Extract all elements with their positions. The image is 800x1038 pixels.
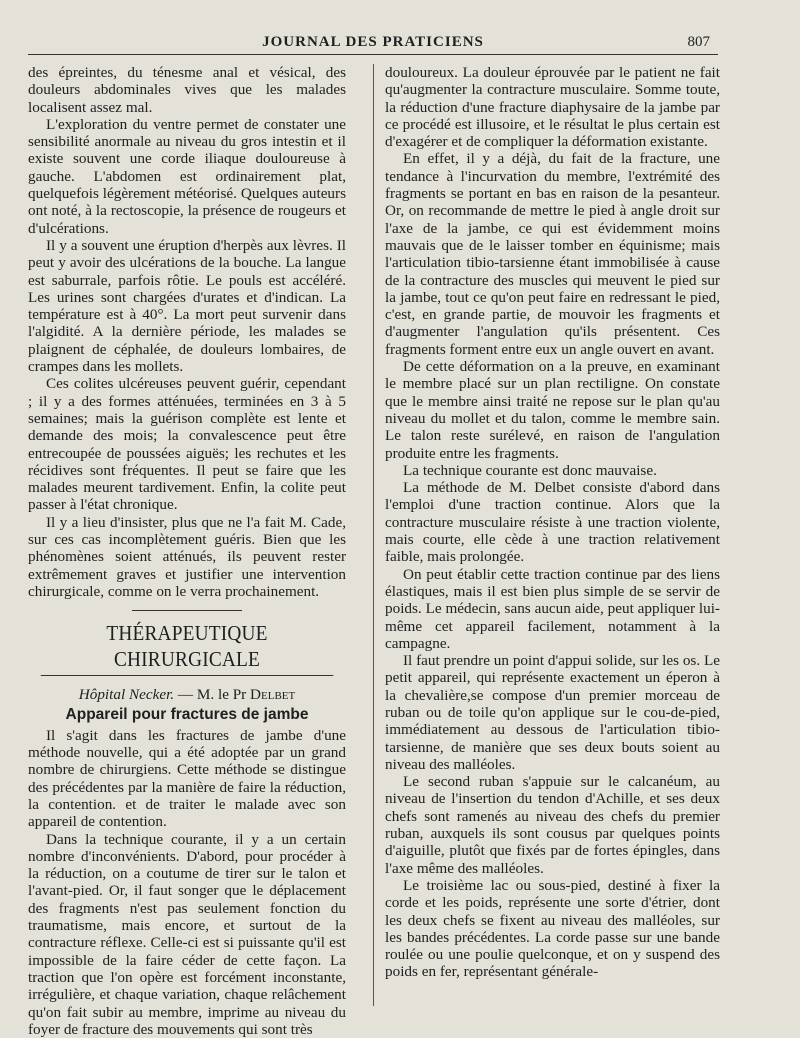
section-separator [132,610,242,611]
paragraph: En effet, il y a déjà, du fait de la fracture, une tendance à l'incurvation du membre, l'extrémité des fragments se portant en bas en raison de la pesanteur. Or, on recommande de mettre le pied à angle droit sur l'axe de la jambe, ce qui est évidemment moins mauvais que de le laisser tomber en équinisme; mais l'articulation tibio-tarsienne étant immobilisée à cause de la contracture des muscles qui meuvent le pied sur la jambe, tout ce qu'on peut faire en redressant le pied, c'est, en grande partie, de mouvoir les fragments et d'augmenter l'angulation qu'ils présentent. Ces fragments forment entre eux un angle ouvert en avant. [385,150,720,358]
paragraph: Il y a souvent une éruption d'herpès aux lèvres. Il peut y avoir des ulcérations de la bouche. La langue est saburrale, parfois rôtie. Le pouls est accéléré. Les urines sont chargées d'urates et d'indican. La température est à 40°. La mort peut survenir dans l'algidité. A la dernière période, les malades se plaignent de céphalée, de douleurs lombaires, de crampes dans les mollets. [28,236,346,376]
article-title: Appareil pour fractures de jambe [65,705,309,723]
paragraph: On peut établir cette traction continue par des liens élastiques, mais il est bien plus simple de se servir de poids. Le médecin, sans aucun aide, peut appliquer lui-même cet appareil facilement, notamment à la campagne. [385,565,720,652]
doctor-name: Delbet [250,686,296,704]
paragraph: Le troisième lac ou sous-pied, destiné à fixer la corde et les poids, représente une sorte d'étrier, dont les deux chefs se fixent au niveau des malléoles, sur les bandes précédentes. La corde passe sur une bande roulée ou une poulie quelconque, et on y suspend des poids en fer, représentant générale- [385,876,720,981]
right-column [385,64,720,981]
left-column [28,64,346,1038]
paragraph: L'exploration du ventre permet de constater une sensibilité anormale au niveau du gros intestin et il existe souvent une corde iliaque douloureuse à gauche. L'abdomen est ordinairement plat, quelquefois légèrement météorisé. Quelques auteurs ont noté, à la rectoscopie, la présence de rougeurs et d'ulcérations. [28,115,346,237]
paragraph: Ces colites ulcéreuses peuvent guérir, cependant ; il y a des formes atténuées, terminées en 3 à 5 semaines; mais la guérison complète est lente et demande des mois; la convalescence peut être entrecoupée de poussées aiguës; les rechutes et les récidives sont fréquentes. Il peut se faire que les malades meurent tardivement. Enfin, la colite peut passer à l'état chronique. [28,375,346,514]
paragraph: Il faut prendre un point d'appui solide, sur les os. Le petit appareil, qui représente exactement un éperon à la chevalière,se compose d'un premier morceau de ruban ou de toile qu'on applique sur le cou-de-pied, immédiatement au dessous de l'articulation tibio-tarsienne, de manière que ses deux bouts soient au niveau des malléoles. [385,652,720,773]
paragraph: La méthode de M. Delbet consiste d'abord dans l'emploi d'une traction continue. Alors que la contracture musculaire résiste à une traction violente, mais courte, elle cède à une traction relativement faible, mais prolongée. [385,479,720,566]
hospital-place: Hôpital Necker. [78,686,175,704]
column-divider [373,64,374,1006]
hospital-prefix: — M. le Pr [174,686,251,704]
journal-title: JOURNAL DES PRATICIENS [262,34,484,50]
section-title: THÉRAPEUTIQUE CHIRURGICALE [41,620,334,676]
paragraph: De cette déformation on a la preuve, en examinant le membre placé sur un plan rectiligne. On constate que le membre ainsi traité ne repose sur le plan qu'au niveau du mollet et du talon, comme le membre sain. Le talon reste surélevé, en raison de l'angulation produite entre les fragments. [385,358,720,462]
page-header [28,32,718,55]
hospital-line [28,686,346,703]
paragraph: Il s'agit dans les fractures de jambe d'une méthode nouvelle, qui a été adoptée par un grand nombre de chirurgiens. Cette méthode se distingue des précédentes par la manière de faire la réduction, la contention. et de traiter le malade avec son appareil de contention. [28,726,346,831]
paragraph: Il y a lieu d'insister, plus que ne l'a fait M. Cade, sur ces cas incomplètement guéris. Bien que les phénomènes soient atténués, ils peuvent rester extrêmement graves et justifier une intervention chirurgicale, comme on le verra prochainement. [28,513,346,600]
page-number: 807 [687,34,710,50]
paragraph: des épreintes, du ténesme anal et vésical, des douleurs abdominales vives que les malades localisent assez mal. [28,64,346,116]
paragraph: douloureux. La douleur éprouvée par le patient ne fait qu'augmenter la contracture musculaire. Somme toute, la réduction d'une fracture diaphysaire de la jambe par ce procédé est illusoire, et le résultat le plus certain est d'exagérer et de compliquer la déformation existante. [385,64,720,151]
paragraph: Le second ruban s'appuie sur le calcanéum, au niveau de l'insertion du tendon d'Achille, et ses deux chefs sont ramenés au niveau des chefs du premier ruban, auxquels ils sont cousus par quelques points d'aiguille, plutôt que fixés par de fortes épingles, dans l'axe même des malléoles. [385,773,720,877]
paragraph: La technique courante est donc mauvaise. [403,461,657,479]
paragraph: Dans la technique courante, il y a un certain nombre d'inconvénients. D'abord, pour procéder à la réduction, on a coutume de tirer sur le talon et l'avant-pied. Or, il faut songer que le déplacement des fragments n'est pas seulement fonction du traumatisme, mais encore, et surtout de la contracture réflexe. Celle-ci est si puissante qu'il est impossible de la faire céder de cette façon. La traction que l'on opère est forcément inconstante, irrégulière, et chaque variation, chaque relâchement qu'on fait subir au membre, imprime au niveau du foyer de fracture des mouvements qui sont très [28,830,346,1038]
